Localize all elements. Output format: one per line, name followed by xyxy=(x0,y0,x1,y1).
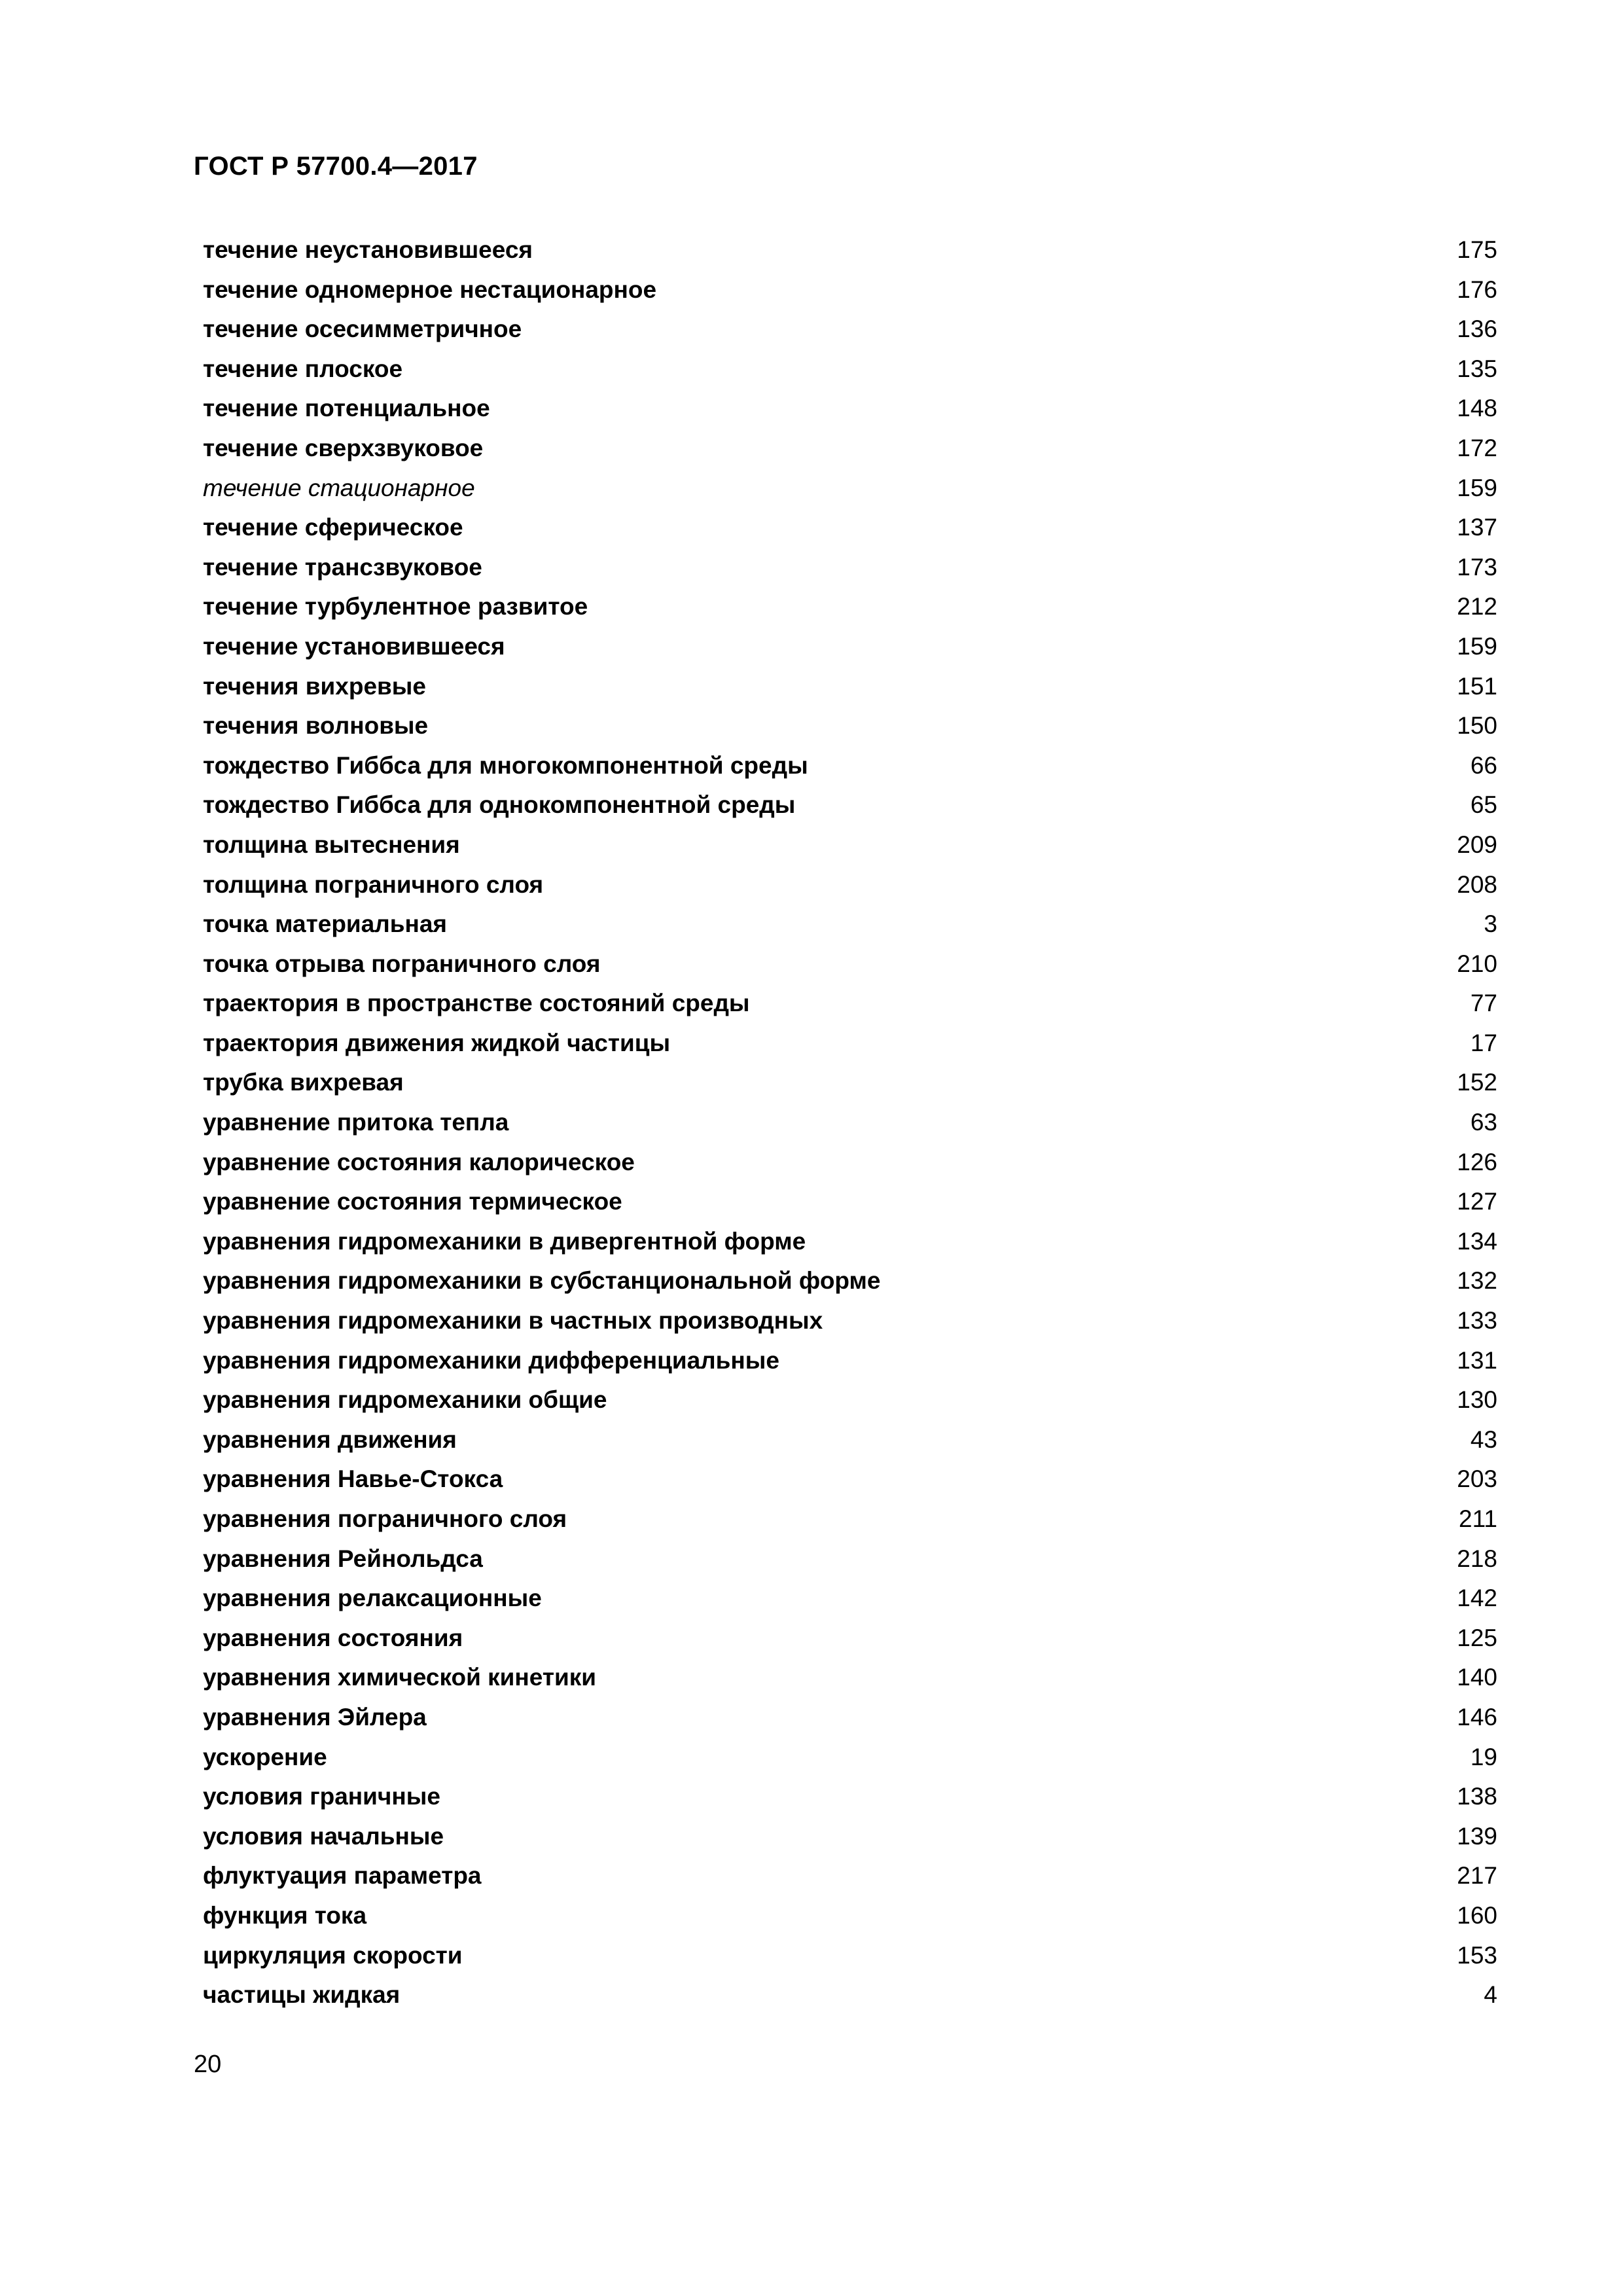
index-page-reference: 211 xyxy=(1459,1505,1497,1532)
index-entry xyxy=(203,829,1497,869)
index-term: циркуляция скорости xyxy=(203,1941,463,1969)
index-entry xyxy=(203,1820,1497,1860)
index-term: уравнения гидромеханики в частных производных xyxy=(203,1307,823,1335)
index-term: уравнения химической кинетики xyxy=(203,1664,596,1691)
index-page-reference: 135 xyxy=(1457,355,1497,382)
index-page-reference: 131 xyxy=(1457,1346,1497,1374)
index-page-reference: 139 xyxy=(1457,1822,1497,1850)
index-page-reference: 3 xyxy=(1484,910,1497,938)
index-page-reference: 63 xyxy=(1470,1109,1497,1136)
index-entry xyxy=(203,1225,1497,1265)
index-entry xyxy=(203,1265,1497,1304)
index-page-reference: 210 xyxy=(1457,950,1497,977)
index-term: течение сверхзвуковое xyxy=(203,434,484,461)
index-entry xyxy=(203,948,1497,988)
index-entry xyxy=(203,1859,1497,1899)
index-page-reference: 153 xyxy=(1457,1941,1497,1969)
index-page-reference: 159 xyxy=(1457,474,1497,501)
index-entry xyxy=(203,1622,1497,1662)
index-page-reference: 17 xyxy=(1470,1029,1497,1056)
index-page-reference: 138 xyxy=(1457,1783,1497,1810)
index-term: течение стационарное xyxy=(203,474,475,501)
index-term: уравнения Навье-Стокса xyxy=(203,1465,503,1493)
index-term: ускорение xyxy=(203,1743,327,1770)
index-page-reference: 148 xyxy=(1457,395,1497,422)
index-term: уравнение состояния калорическое xyxy=(203,1148,635,1175)
index-page-reference: 137 xyxy=(1457,514,1497,541)
index-term: уравнения гидромеханики в субстанциональной форме xyxy=(203,1267,881,1295)
index-term: течение турбулентное развитое xyxy=(203,593,588,620)
index-page-reference: 65 xyxy=(1470,791,1497,819)
index-term: толщина вытеснения xyxy=(203,831,460,858)
index-term: уравнения гидромеханики дифференциальные xyxy=(203,1346,779,1374)
index-entry xyxy=(203,432,1497,472)
index-page-reference: 159 xyxy=(1457,632,1497,660)
index-page-reference: 43 xyxy=(1470,1426,1497,1453)
index-entry xyxy=(203,590,1497,630)
index-page-reference: 77 xyxy=(1470,990,1497,1017)
index-entry xyxy=(203,1424,1497,1463)
index-page-reference: 136 xyxy=(1457,315,1497,343)
index-term: уравнения состояния xyxy=(203,1624,463,1651)
index-entry xyxy=(203,1027,1497,1067)
index-term: уравнения релаксационные xyxy=(203,1585,542,1612)
index-term: тождество Гиббса для однокомпонентной среды xyxy=(203,791,796,819)
index-entry xyxy=(203,1304,1497,1344)
index-page-reference: 172 xyxy=(1457,434,1497,461)
index-term: уравнение притока тепла xyxy=(203,1109,509,1136)
index-term: течение сферическое xyxy=(203,514,463,541)
index-entry xyxy=(203,1384,1497,1424)
index-entry xyxy=(203,1939,1497,1979)
index-term: точка отрыва пограничного слоя xyxy=(203,950,601,977)
index-entry xyxy=(203,630,1497,670)
index-term: течение неустановившееся xyxy=(203,236,533,263)
index-term: траектория движения жидкой частицы xyxy=(203,1029,671,1056)
index-page-reference: 173 xyxy=(1457,553,1497,581)
index-page-reference: 133 xyxy=(1457,1307,1497,1335)
index-page-reference: 125 xyxy=(1457,1624,1497,1651)
index-term: толщина пограничного слоя xyxy=(203,870,544,898)
index-entry xyxy=(203,551,1497,591)
index-entry xyxy=(203,709,1497,749)
index-entry xyxy=(203,789,1497,829)
index-term: течение одномерное нестационарное xyxy=(203,276,657,303)
index-page-reference: 218 xyxy=(1457,1545,1497,1572)
index-entry xyxy=(203,1701,1497,1741)
index-entry xyxy=(203,392,1497,432)
index-entry xyxy=(203,1543,1497,1583)
index-term: функция тока xyxy=(203,1901,367,1929)
index-entry xyxy=(203,511,1497,551)
index-page-reference: 212 xyxy=(1457,593,1497,620)
index-term: частицы жидкая xyxy=(203,1981,401,2009)
index-entry xyxy=(203,869,1497,908)
index-page-reference: 142 xyxy=(1457,1585,1497,1612)
alphabetical-index xyxy=(203,234,1497,2018)
index-entry xyxy=(203,1185,1497,1225)
index-page-reference: 176 xyxy=(1457,276,1497,303)
index-entry xyxy=(203,274,1497,314)
index-page-reference: 160 xyxy=(1457,1901,1497,1929)
index-term: уравнения движения xyxy=(203,1426,457,1453)
index-entry xyxy=(203,1661,1497,1701)
index-page-reference: 152 xyxy=(1457,1069,1497,1096)
page-number: 20 xyxy=(194,2051,222,2078)
index-term: течение потенциальное xyxy=(203,395,490,422)
index-term: уравнения гидромеханики в дивергентной форме xyxy=(203,1227,806,1255)
index-term: точка материальная xyxy=(203,910,448,938)
index-entry xyxy=(203,1106,1497,1146)
index-page-reference: 127 xyxy=(1457,1188,1497,1215)
index-page-reference: 146 xyxy=(1457,1703,1497,1731)
index-page-reference: 217 xyxy=(1457,1862,1497,1890)
index-page-reference: 140 xyxy=(1457,1664,1497,1691)
index-page-reference: 209 xyxy=(1457,831,1497,858)
index-entry xyxy=(203,1741,1497,1781)
index-term: уравнения Рейнольдса xyxy=(203,1545,483,1572)
index-term: уравнения Эйлера xyxy=(203,1703,427,1731)
index-entry xyxy=(203,987,1497,1027)
index-term: уравнения гидромеханики общие xyxy=(203,1386,607,1414)
index-entry xyxy=(203,1979,1497,2018)
index-page-reference: 19 xyxy=(1470,1743,1497,1770)
index-entry xyxy=(203,1146,1497,1186)
index-page-reference: 66 xyxy=(1470,751,1497,779)
index-page-reference: 4 xyxy=(1484,1981,1497,2009)
index-page-reference: 203 xyxy=(1457,1465,1497,1493)
index-page-reference: 208 xyxy=(1457,870,1497,898)
index-term: условия граничные xyxy=(203,1783,440,1810)
document-header: ГОСТ Р 57700.4—2017 xyxy=(194,152,478,181)
index-page-reference: 150 xyxy=(1457,712,1497,740)
index-term: уравнения пограничного слоя xyxy=(203,1505,567,1532)
index-term: траектория в пространстве состояний среды xyxy=(203,990,750,1017)
index-term: тождество Гиббса для многокомпонентной среды xyxy=(203,751,808,779)
index-entry xyxy=(203,908,1497,948)
index-entry xyxy=(203,1344,1497,1384)
index-entry xyxy=(203,670,1497,710)
index-entry xyxy=(203,1582,1497,1622)
index-entry xyxy=(203,1899,1497,1939)
index-page-reference: 175 xyxy=(1457,236,1497,263)
index-entry xyxy=(203,1066,1497,1106)
index-entry xyxy=(203,1503,1497,1543)
index-page-reference: 151 xyxy=(1457,672,1497,700)
index-term: течения волновые xyxy=(203,712,429,740)
index-term: течение трансзвуковое xyxy=(203,553,482,581)
index-term: течение плоское xyxy=(203,355,403,382)
index-term: течения вихревые xyxy=(203,672,426,700)
index-term: условия начальные xyxy=(203,1822,444,1850)
index-page-reference: 134 xyxy=(1457,1227,1497,1255)
index-term: флуктуация параметра xyxy=(203,1862,482,1890)
index-term: течение осесимметричное xyxy=(203,315,522,343)
index-page-reference: 126 xyxy=(1457,1148,1497,1175)
index-term: трубка вихревая xyxy=(203,1069,404,1096)
index-entry xyxy=(203,234,1497,274)
index-entry xyxy=(203,313,1497,353)
index-entry xyxy=(203,1780,1497,1820)
index-entry xyxy=(203,749,1497,789)
index-entry xyxy=(203,1463,1497,1503)
index-page-reference: 132 xyxy=(1457,1267,1497,1295)
index-entry xyxy=(203,472,1497,512)
index-page-reference: 130 xyxy=(1457,1386,1497,1414)
index-term: течение установившееся xyxy=(203,632,505,660)
index-entry xyxy=(203,353,1497,393)
index-term: уравнение состояния термическое xyxy=(203,1188,622,1215)
